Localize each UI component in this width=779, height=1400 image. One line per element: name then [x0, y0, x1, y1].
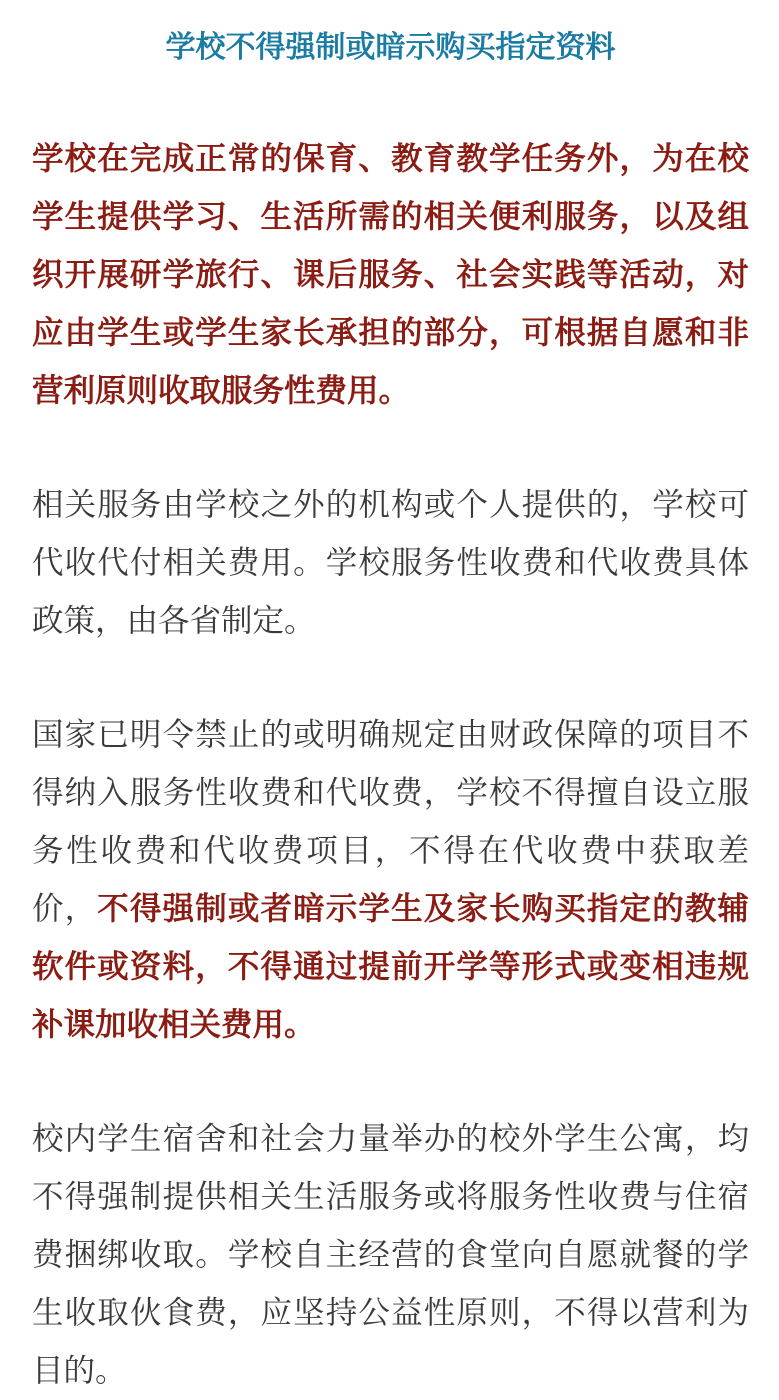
paragraph-3-emphasis: 不得强制或者暗示学生及家长购买指定的教辅软件或资料，不得通过提前开学等形式或变相违规补课加收相关费用。: [32, 891, 749, 1043]
paragraph-3: [32, 706, 749, 1054]
article-title: 学校不得强制或暗示购买指定资料: [165, 30, 616, 65]
paragraph-2: 相关服务由学校之外的机构或个人提供的，学校可代收代付相关费用。学校服务性收费和代收费具体政策，由各省制定。: [32, 487, 749, 639]
paragraph-3-normal: 国家已明令禁止的或明确规定由财政保障的项目不得纳入服务性收费和代收费，学校不得擅自设立服务性收费和代收费项目，不得在代收费中获取差价，: [32, 717, 749, 927]
paragraph-4: 校内学生宿舍和社会力量举办的校外学生公寓，均不得强制提供相关生活服务或将服务性收费与住宿费捆绑收取。学校自主经营的食堂向自愿就餐的学生收取伙食费，应坚持公益性原则，不得以营利为目的。: [32, 1121, 749, 1389]
paragraph-1: 学校在完成正常的保育、教育教学任务外，为在校学生提供学习、生活所需的相关便利服务，以及组织开展研学旅行、课后服务、社会实践等活动，对应由学生或学生家长承担的部分，可根据自愿和非营利原则收取服务性费用。: [32, 141, 749, 409]
